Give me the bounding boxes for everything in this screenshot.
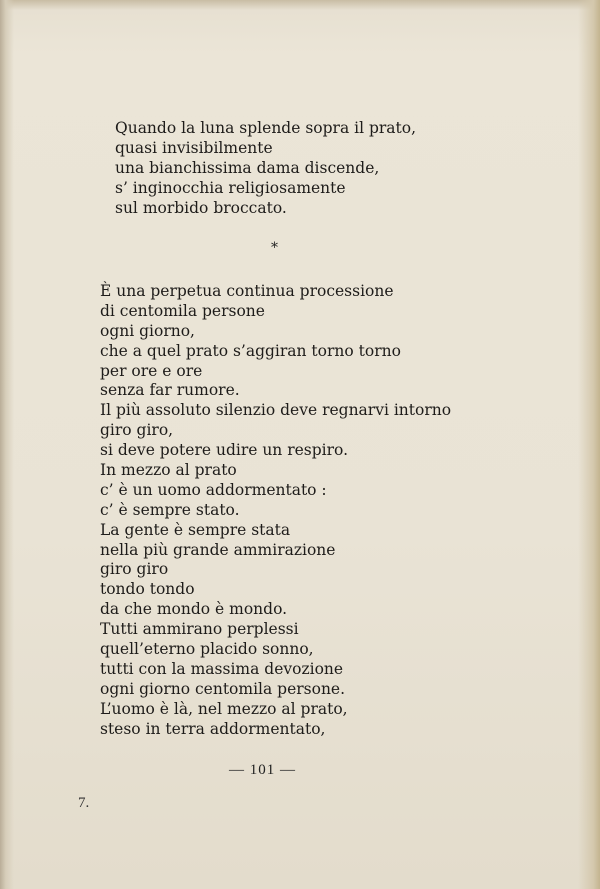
poem-line: In mezzo al prato: [100, 461, 237, 480]
poem-stanza-1: [115, 119, 416, 218]
poem-line: che a quel prato s’aggiran torno torno: [100, 341, 401, 360]
poem-line: senza far rumore.: [100, 381, 240, 400]
signature-mark: 7.: [78, 795, 90, 811]
page-number: — 101 —: [229, 762, 296, 778]
poem-line: c’ è un uomo addormentato :: [100, 480, 327, 499]
poem-line: sul morbido broccato.: [115, 198, 287, 217]
poem-line: steso in terra addormentato,: [100, 719, 326, 738]
poem-line: quell’eterno placido sonno,: [100, 640, 314, 659]
poem-line: La gente è sempre stata: [100, 520, 291, 539]
poem-line: Quando la luna splende sopra il prato,: [115, 119, 417, 137]
poem-line: nella più grande ammirazione: [100, 540, 336, 559]
poem-line: L’uomo è là, nel mezzo al prato,: [100, 699, 348, 718]
poem-line: È una perpetua continua processione: [100, 282, 394, 300]
poem-line: Il più assoluto silenzio deve regnarvi intorno: [100, 401, 452, 420]
poem-line: una bianchissima dama discende,: [115, 158, 380, 177]
poem-line: Tutti ammirano perplessi: [100, 620, 299, 639]
poem-line: di centomila persone: [100, 301, 265, 320]
poem-line: per ore e ore: [100, 361, 203, 380]
poem-line: giro giro,: [100, 421, 174, 440]
poem-line: s’ inginocchia religiosamente: [115, 178, 346, 197]
poem-line: quasi invisibilmente: [115, 138, 273, 157]
gutter-shadow: [0, 0, 14, 889]
poem-line: si deve potere udire un respiro.: [100, 441, 349, 460]
poem-line: giro giro: [100, 560, 169, 579]
poem-line: ogni giorno,: [100, 321, 195, 340]
page-right-edge: [578, 0, 600, 889]
poem-line: tutti con la massima devozione: [100, 659, 344, 678]
poem-line: c’ è sempre stato.: [100, 500, 240, 519]
poem-line: da che mondo è mondo.: [100, 600, 288, 619]
poem-stanza-2: [100, 282, 451, 739]
poem-line: tondo tondo: [100, 580, 195, 599]
page-top-edge: [0, 0, 600, 10]
poem-line: ogni giorno centomila persone.: [100, 679, 346, 698]
section-separator-star: *: [271, 240, 278, 256]
